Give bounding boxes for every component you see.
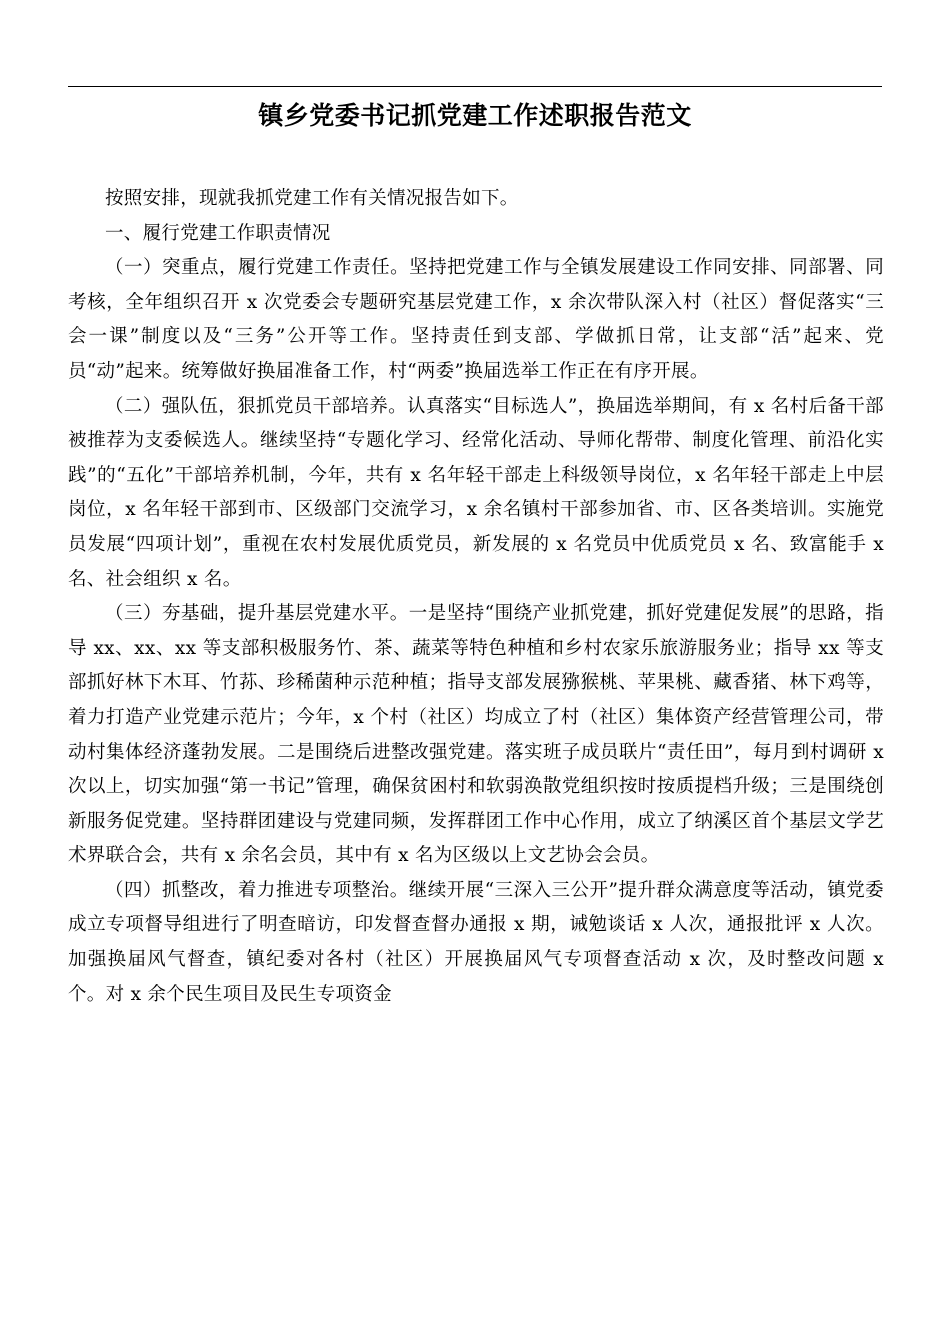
section-heading: 一、履行党建工作职责情况 (105, 222, 331, 244)
document-title: 镇乡党委书记抓党建工作述职报告范文 (258, 101, 692, 130)
paragraph-item-3: （三）夯基础，提升基层党建水平。一是坚持“围绕产业抓党建，抓好党建促发展”的思路，指导 xx、xx、xx 等支部积极服务竹、茶、蔬菜等特色种植和乡村农家乐旅游服务业；指导 xx 等支部抓好林下木耳、竹荪、珍稀菌种示范种植；指导支部发展猕猴桃、苹果桃、藏香猪、林下鸡等，着力打造产业党建示范片；今年，x 个村（社区）均成立了村（社区）集体资产经营管理公司，带动村集体经济蓬勃发展。二是围绕后进整改强党建。落实班子成员联片“责任田”，每月到村调研 x 次以上，切实加强“第一书记”管理，确保贫困村和软弱涣散党组织按时按质提档升级；三是围绕创新服务促党建。坚持群团建设与党建同频，发挥群团工作中心作用，成立了纳溪区首个基层文学艺术界联合会，共有 x 余名会员，其中有 x 名为区级以上文艺协会会员。 (68, 603, 884, 867)
paragraph-item-1: （一）突重点，履行党建工作责任。坚持把党建工作与全镇发展建设工作同安排、同部署、同考核，全年组织召开 x 次党委会专题研究基层党建工作，x 余次带队深入村（社区）督促落实“三会一课”制度以及“三务”公开等工作。坚持责任到支部、学做抓日常，让支部“活”起来、党员“动”起来。统筹做好换届准备工作，村“两委”换届选举工作正在有序开展。 (68, 257, 884, 382)
document-body (68, 182, 884, 1012)
paragraph-item-2: （二）强队伍，狠抓党员干部培养。认真落实“目标选人”，换届选举期间，有 x 名村后备干部被推荐为支委候选人。继续坚持“专题化学习、经常化活动、导师化帮带、制度化管理、前沿化实践”的“五化”干部培养机制，今年，共有 x 名年轻干部走上科级领导岗位，x 名年轻干部走上中层岗位，x 名年轻干部到市、区级部门交流学习，x 余名镇村干部参加省、市、区各类培训。实施党员发展“四项计划”，重视在农村发展优质党员，新发展的 x 名党员中优质党员 x 名、致富能手 x 名、社会组织 x 名。 (68, 395, 884, 590)
header-rule (68, 86, 882, 87)
paragraph-intro: 按照安排，现就我抓党建工作有关情况报告如下。 (105, 188, 519, 209)
paragraph-item-4: （四）抓整改，着力推进专项整治。继续开展“三深入三公开”提升群众满意度等活动，镇党委成立专项督导组进行了明查暗访，印发督查督办通报 x 期，诫勉谈话 x 人次，通报批评 x 人次。加强换届风气督查，镇纪委对各村（社区）开展换届风气专项督查活动 x 次，及时整改问题 x 个。对 x 余个民生项目及民生专项资金 (68, 879, 884, 1005)
